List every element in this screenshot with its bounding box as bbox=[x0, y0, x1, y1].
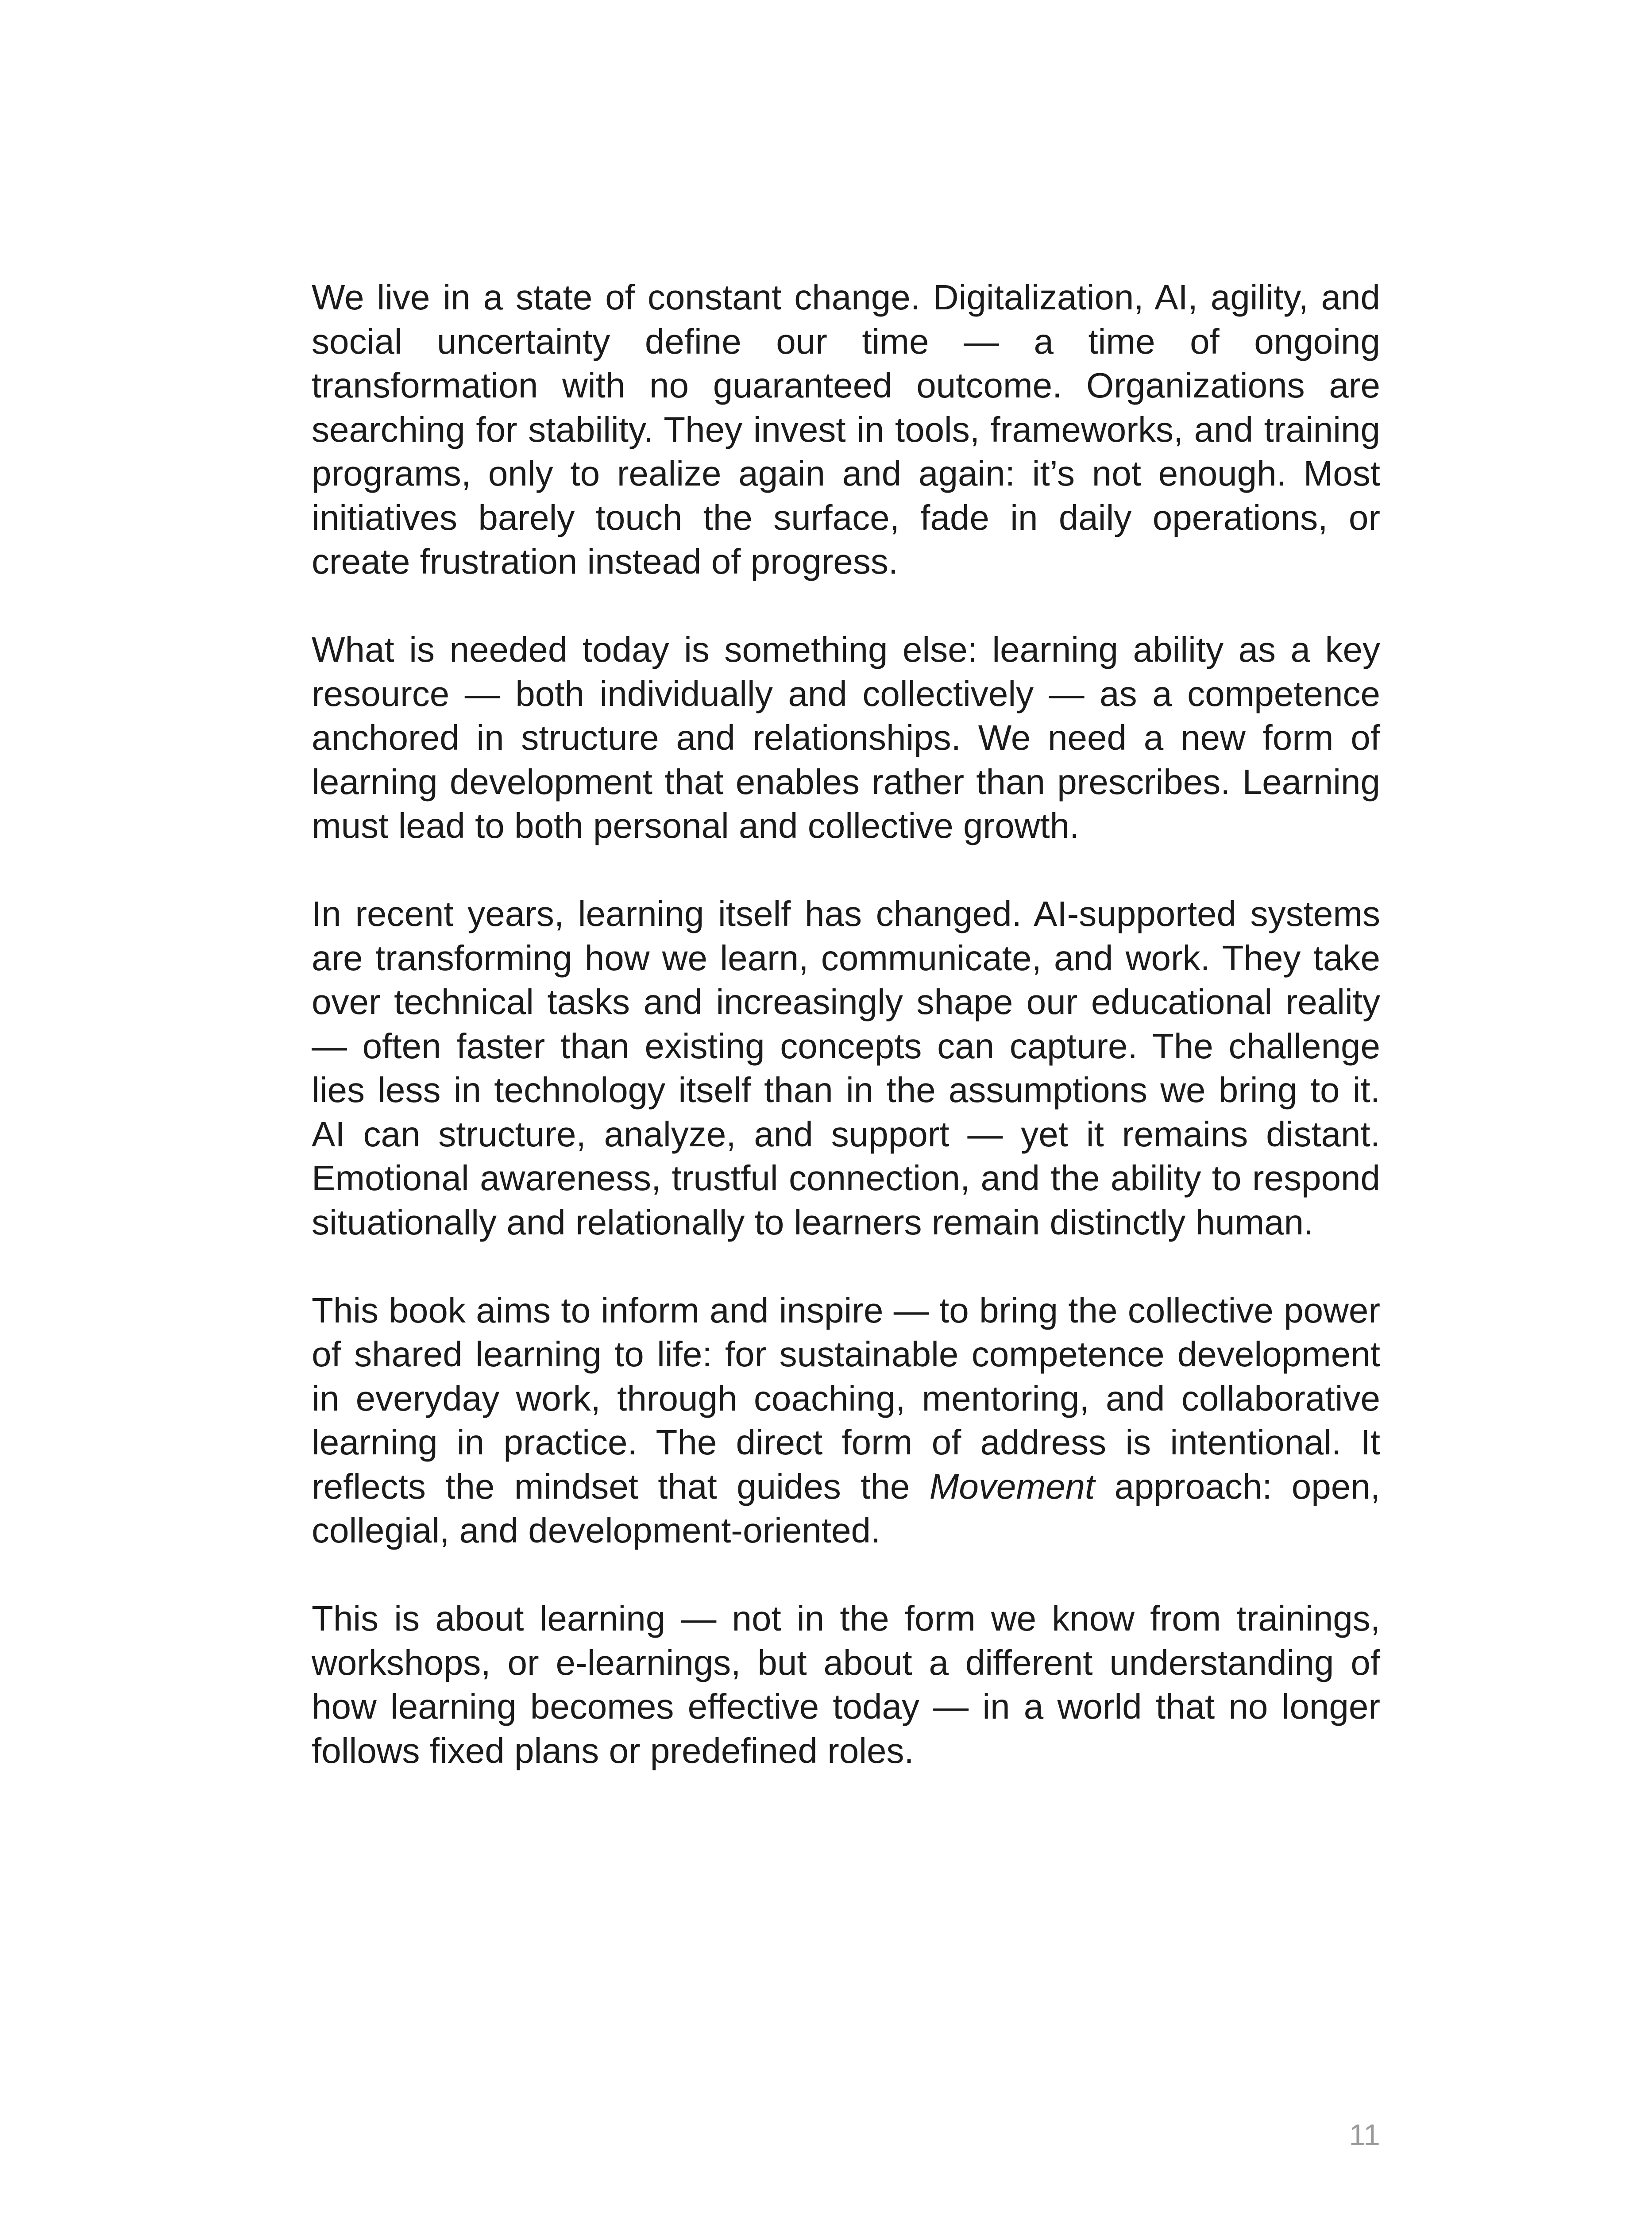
paragraph-3: In recent years, learning itself has changed. AI-supported systems are transforming how we learn, communicate, and work. They take over technical tasks and increasingly shape our educational reality — often faster than existing concepts can capture. The challenge lies less in technology itself than in the assumptions we bring to it. AI can structure, analyze, and support — yet it remains distant. Emotional awareness, trustful connection, and the ability to respond situationally and relationally to learners remain distinctly human. bbox=[312, 894, 1380, 1242]
page-number: 11 bbox=[1349, 2118, 1380, 2152]
body-text bbox=[312, 275, 1380, 1773]
paragraph-5: This is about learning — not in the form we know from trainings, workshops, or e-learnings, but about a different understanding of how learning becomes effective today — in a world that no longer follows fixed plans or predefined roles. bbox=[312, 1599, 1380, 1770]
paragraph-4-text-end: approach: open, collegial, and development-oriented. bbox=[312, 1466, 1380, 1550]
paragraph-4 bbox=[312, 1288, 1380, 1553]
paragraph-1: We live in a state of constant change. Digitalization, AI, agility, and social uncertainty define our time — a time of ongoing transformation with no guaranteed outcome. Organizations are searching for stability. They invest in tools, frameworks, and training programs, only to realize again and again: it’s not enough. Most initiatives barely touch the surface, fade in daily operations, or create frustration instead of progress. bbox=[312, 278, 1380, 581]
paragraph-4-text: This book aims to inform and inspire — to bring the collective power of shared learning to life: for sustainable competence development in everyday work, through coaching, mentoring, and collaborative learning in practice. The direct form of address is intentional. It reflects the mindset that guides the bbox=[312, 1290, 1380, 1506]
paragraph-4-emphasis: Movement bbox=[929, 1466, 1095, 1506]
paragraph-2: What is needed today is something else: learning ability as a key resource — both individually and collectively — as a competence anchored in structure and relationships. We need a new form of learning development that enables rather than prescribes. Learning must lead to both personal and collective growth. bbox=[312, 630, 1380, 845]
